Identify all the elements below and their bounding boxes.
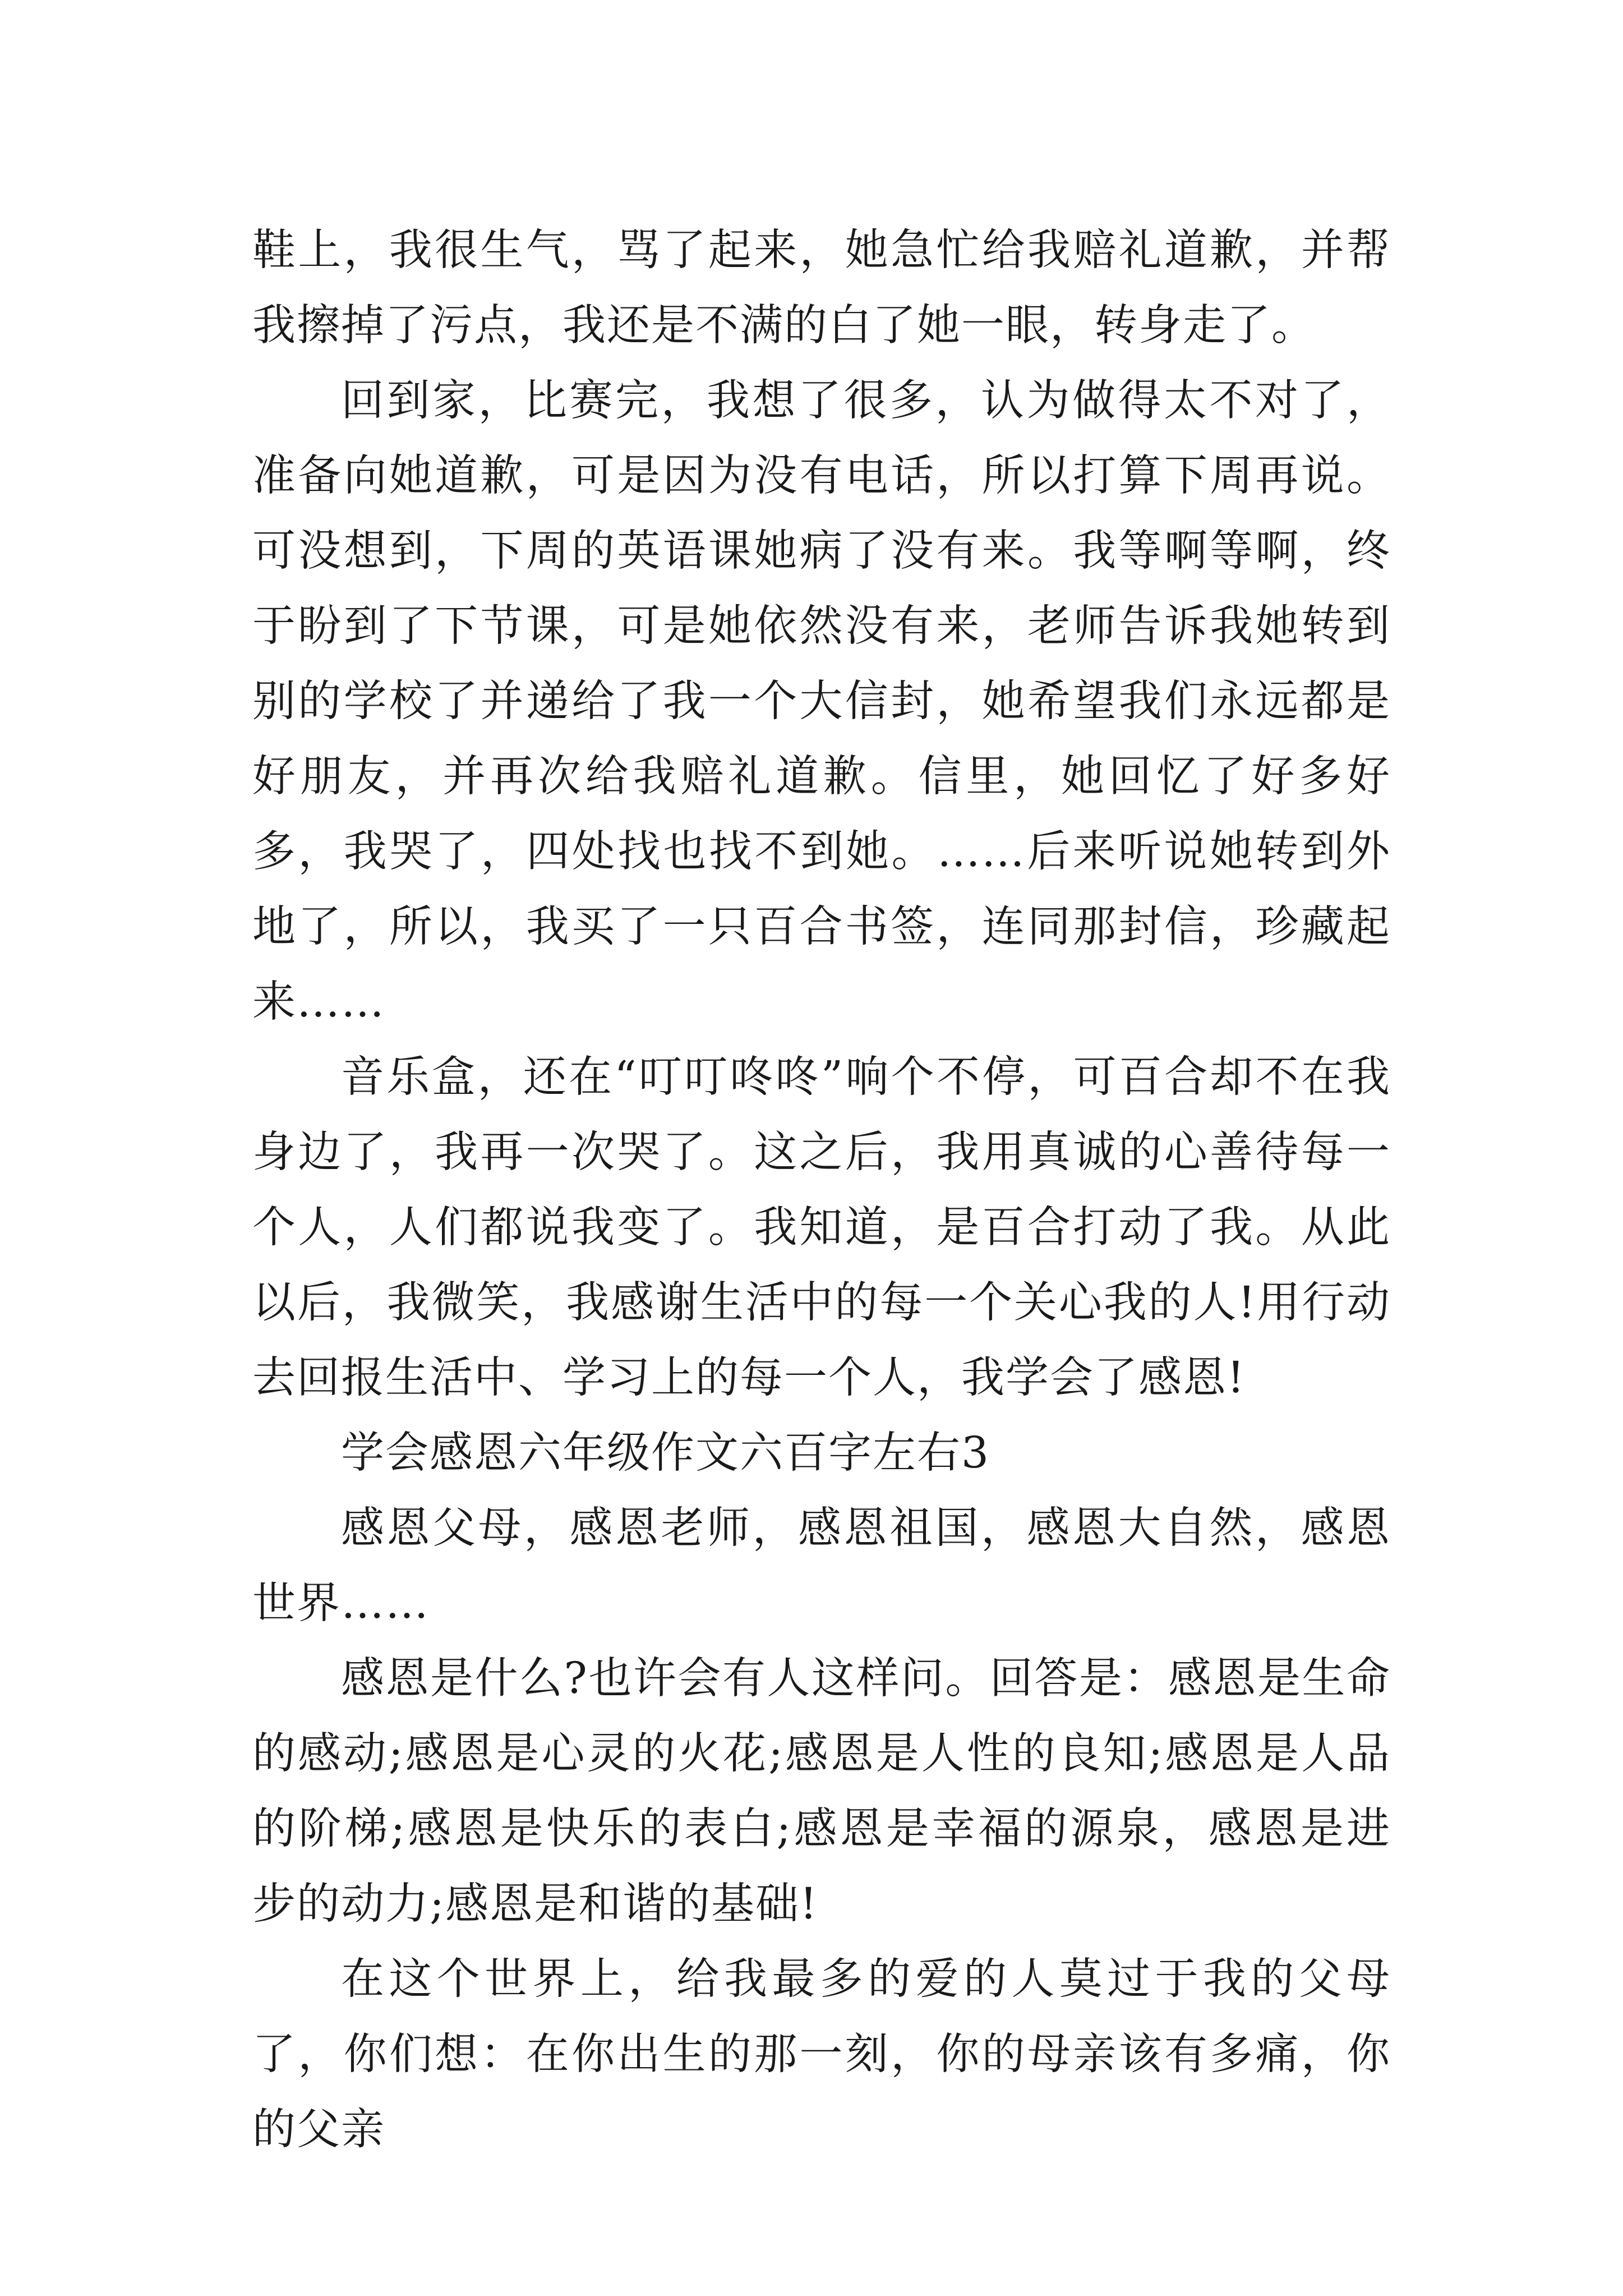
paragraph-2: 回到家，比赛完，我想了很多，认为做得太不对了，准备向她道歉，可是因为没有电话，所以打算下周再说。可没想到，下周的英语课她病了没有来。我等啊等啊，终于盼到了下节课，可是她依然没有来，老师告诉我她转到别的学校了并递给了我一个大信封，她希望我们永远都是好朋友，并再次给我赔礼道歉。信里，她回忆了好多好多，我哭了，四处找也找不到她。……后来听说她转到外地了，所以，我买了一只百合书签，连同那封信，珍藏起来…… — [252, 376, 1391, 1027]
document-body — [252, 213, 1391, 2168]
paragraph-3: 音乐盒，还在“叮叮咚咚”响个不停，可百合却不在我身边了，我再一次哭了。这之后，我用真诚的心善待每一个人，人们都说我变了。我知道，是百合打动了我。从此以后，我微笑，我感谢生活中的每一个关心我的人!用行动去回报生活中、学习上的每一个人，我学会了感恩! — [252, 1052, 1391, 1403]
paragraph-5: 感恩是什么?也许会有人这样问。回答是：感恩是生命的感动;感恩是心灵的火花;感恩是人性的良知;感恩是人品的阶梯;感恩是快乐的表白;感恩是幸福的源泉，感恩是进步的动力;感恩是和谐的基础! — [252, 1654, 1391, 1929]
paragraph-6: 在这个世界上，给我最多的爱的人莫过于我的父母了，你们想：在你出生的那一刻，你的母亲该有多痛，你的父亲 — [252, 1954, 1391, 2155]
paragraph-1: 鞋上，我很生气，骂了起来，她急忙给我赔礼道歉，并帮我擦掉了污点，我还是不满的白了她一眼，转身走了。 — [252, 226, 1391, 351]
section-heading: 学会感恩六年级作文六百字左右3 — [341, 1428, 990, 1478]
paragraph-4: 感恩父母，感恩老师，感恩祖国，感恩大自然，感恩世界…… — [252, 1503, 1391, 1628]
